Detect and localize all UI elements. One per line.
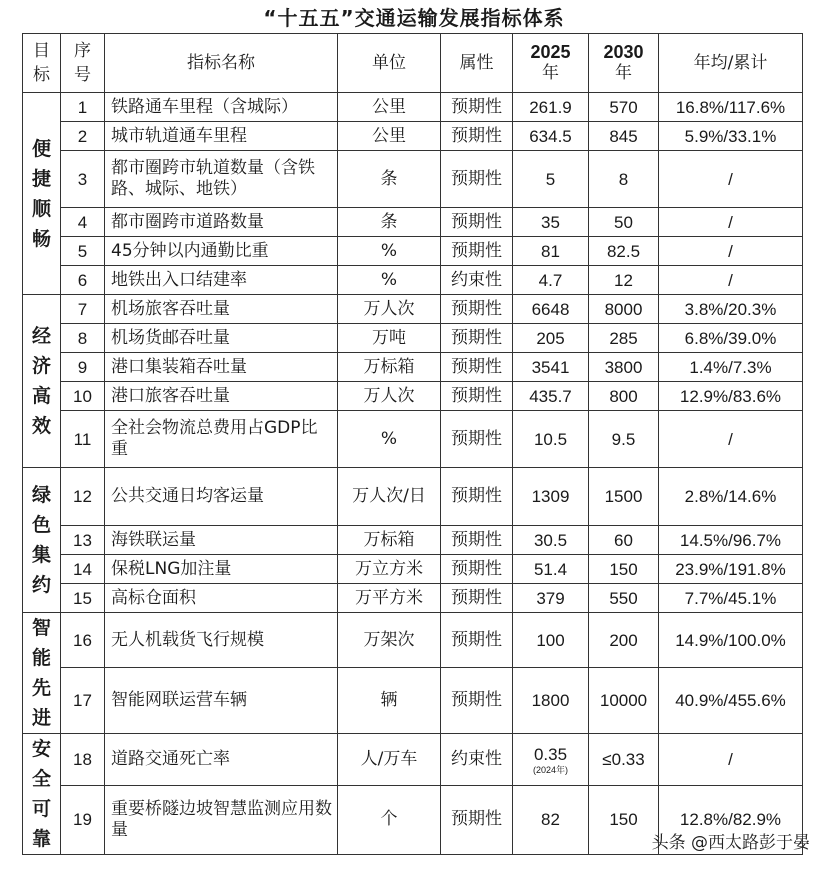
- attr-cell: 预期性: [441, 295, 513, 324]
- category-cell: 安全可靠: [23, 734, 61, 855]
- seq-cell: 7: [61, 295, 105, 324]
- name-cell: 都市圈跨市道路数量: [105, 208, 338, 237]
- attr-cell: 预期性: [441, 613, 513, 668]
- table-row: [23, 93, 803, 122]
- value-2030-cell: 285: [589, 324, 659, 353]
- table-row: [23, 122, 803, 151]
- seq-cell: 13: [61, 526, 105, 555]
- category-cell: 便捷顺畅: [23, 93, 61, 295]
- unit-cell: 公里: [338, 93, 441, 122]
- unit-cell: 个: [338, 785, 441, 854]
- value-2030-cell: 9.5: [589, 411, 659, 468]
- table-row: [23, 555, 803, 584]
- seq-cell: 15: [61, 584, 105, 613]
- value-2030-cell: 800: [589, 382, 659, 411]
- table-row: [23, 266, 803, 295]
- name-cell: 全社会物流总费用占GDP比重: [105, 411, 338, 468]
- table-row: [23, 295, 803, 324]
- seq-cell: 5: [61, 237, 105, 266]
- table-row: [23, 613, 803, 668]
- value-2025-cell: 100: [513, 613, 589, 668]
- value-2025-cell: 51.4: [513, 555, 589, 584]
- value-2025-cell: 35: [513, 208, 589, 237]
- seq-cell: 16: [61, 613, 105, 668]
- attr-cell: 预期性: [441, 382, 513, 411]
- seq-cell: 4: [61, 208, 105, 237]
- growth-cell: /: [659, 208, 803, 237]
- unit-cell: 人/万车: [338, 734, 441, 786]
- attr-cell: 预期性: [441, 237, 513, 266]
- growth-cell: /: [659, 151, 803, 208]
- value-2025-cell: 379: [513, 584, 589, 613]
- value-2030-cell: 3800: [589, 353, 659, 382]
- name-cell: 机场旅客吞吐量: [105, 295, 338, 324]
- seq-cell: 18: [61, 734, 105, 786]
- value-2030-cell: 200: [589, 613, 659, 668]
- unit-cell: 条: [338, 151, 441, 208]
- page-title: “十五五”交通运输发展指标体系: [263, 6, 565, 30]
- table-row: [23, 237, 803, 266]
- attr-cell: 预期性: [441, 468, 513, 526]
- unit-cell: 辆: [338, 668, 441, 734]
- name-cell: 城市轨道通车里程: [105, 122, 338, 151]
- seq-cell: 1: [61, 93, 105, 122]
- header-name: 指标名称: [105, 34, 338, 93]
- seq-cell: 14: [61, 555, 105, 584]
- name-cell: 铁路通车里程（含城际）: [105, 93, 338, 122]
- growth-cell: /: [659, 237, 803, 266]
- unit-cell: 万标箱: [338, 353, 441, 382]
- unit-cell: 万人次: [338, 382, 441, 411]
- value-2025-cell: 435.7: [513, 382, 589, 411]
- attr-cell: 预期性: [441, 411, 513, 468]
- attr-cell: 预期性: [441, 526, 513, 555]
- growth-cell: 6.8%/39.0%: [659, 324, 803, 353]
- header-attr: 属性: [441, 34, 513, 93]
- attr-cell: 约束性: [441, 734, 513, 786]
- value-2025-cell: 5: [513, 151, 589, 208]
- name-cell: 45分钟以内通勤比重: [105, 237, 338, 266]
- name-cell: 智能网联运营车辆: [105, 668, 338, 734]
- value-2025-note: (2024年): [532, 764, 569, 775]
- unit-cell: %: [338, 237, 441, 266]
- table-row: [23, 382, 803, 411]
- growth-cell: /: [659, 734, 803, 786]
- growth-cell: 16.8%/117.6%: [659, 93, 803, 122]
- indicator-table: [22, 33, 803, 855]
- unit-cell: 万平方米: [338, 584, 441, 613]
- seq-cell: 12: [61, 468, 105, 526]
- attr-cell: 预期性: [441, 555, 513, 584]
- unit-cell: 万架次: [338, 613, 441, 668]
- table-row: [23, 208, 803, 237]
- value-2030-cell: 570: [589, 93, 659, 122]
- value-2025-cell: 261.9: [513, 93, 589, 122]
- growth-cell: /: [659, 266, 803, 295]
- value-2030-cell: ≤0.33: [589, 734, 659, 786]
- header-row: [23, 34, 803, 93]
- unit-cell: 万人次: [338, 295, 441, 324]
- attr-cell: 预期性: [441, 122, 513, 151]
- header-growth: 年均/累计: [659, 34, 803, 93]
- unit-cell: 万人次/日: [338, 468, 441, 526]
- unit-cell: 公里: [338, 122, 441, 151]
- growth-cell: 12.8%/82.9%: [659, 785, 803, 854]
- seq-cell: 3: [61, 151, 105, 208]
- name-cell: 港口集装箱吞吐量: [105, 353, 338, 382]
- growth-cell: 23.9%/191.8%: [659, 555, 803, 584]
- table-row: [23, 353, 803, 382]
- attr-cell: 约束性: [441, 266, 513, 295]
- attr-cell: 预期性: [441, 324, 513, 353]
- seq-cell: 6: [61, 266, 105, 295]
- value-2030-cell: 50: [589, 208, 659, 237]
- value-2025-cell: 1800: [513, 668, 589, 734]
- attr-cell: 预期性: [441, 584, 513, 613]
- seq-cell: 17: [61, 668, 105, 734]
- unit-cell: %: [338, 411, 441, 468]
- value-2025-cell: [513, 734, 589, 786]
- name-cell: 地铁出入口结建率: [105, 266, 338, 295]
- name-cell: 道路交通死亡率: [105, 734, 338, 786]
- growth-cell: 12.9%/83.6%: [659, 382, 803, 411]
- name-cell: 机场货邮吞吐量: [105, 324, 338, 353]
- value-2025-cell: 205: [513, 324, 589, 353]
- header-target: 目标: [23, 34, 61, 93]
- name-cell: 无人机载货飞行规模: [105, 613, 338, 668]
- table-row: [23, 584, 803, 613]
- value-2025-cell: 3541: [513, 353, 589, 382]
- seq-cell: 2: [61, 122, 105, 151]
- category-cell: 智能先进: [23, 613, 61, 734]
- attr-cell: 预期性: [441, 93, 513, 122]
- value-2030-cell: 550: [589, 584, 659, 613]
- header-2025: 2025 年: [513, 34, 589, 93]
- table-row: [23, 468, 803, 526]
- value-2025-cell: 81: [513, 237, 589, 266]
- growth-cell: 7.7%/45.1%: [659, 584, 803, 613]
- attr-cell: 预期性: [441, 785, 513, 854]
- header-seq: 序号: [61, 34, 105, 93]
- value-2030-cell: 150: [589, 555, 659, 584]
- value-2030-cell: 845: [589, 122, 659, 151]
- header-unit: 单位: [338, 34, 441, 93]
- growth-cell: 3.8%/20.3%: [659, 295, 803, 324]
- name-cell: 重要桥隧边坡智慧监测应用数量: [105, 785, 338, 854]
- category-cell: 绿色集约: [23, 468, 61, 613]
- table-row: [23, 668, 803, 734]
- value-2025-cell: 1309: [513, 468, 589, 526]
- unit-cell: 万立方米: [338, 555, 441, 584]
- unit-cell: 条: [338, 208, 441, 237]
- seq-cell: 19: [61, 785, 105, 854]
- attr-cell: 预期性: [441, 208, 513, 237]
- table-row: [23, 324, 803, 353]
- table-row: [23, 151, 803, 208]
- name-cell: 都市圈跨市轨道数量（含铁路、城际、地铁）: [105, 151, 338, 208]
- value-2025-cell: 6648: [513, 295, 589, 324]
- growth-cell: 40.9%/455.6%: [659, 668, 803, 734]
- value-2030-cell: 1500: [589, 468, 659, 526]
- attr-cell: 预期性: [441, 151, 513, 208]
- attr-cell: 预期性: [441, 668, 513, 734]
- value-2025-cell: 10.5: [513, 411, 589, 468]
- seq-cell: 11: [61, 411, 105, 468]
- value-2025-cell: 30.5: [513, 526, 589, 555]
- table-row: [23, 734, 803, 786]
- growth-cell: 1.4%/7.3%: [659, 353, 803, 382]
- seq-cell: 8: [61, 324, 105, 353]
- growth-cell: /: [659, 411, 803, 468]
- table-row: [23, 411, 803, 468]
- value-2030-cell: 82.5: [589, 237, 659, 266]
- value-2025-cell: 82: [513, 785, 589, 854]
- value-2030-cell: 12: [589, 266, 659, 295]
- name-cell: 高标仓面积: [105, 584, 338, 613]
- unit-cell: 万标箱: [338, 526, 441, 555]
- growth-cell: 14.9%/100.0%: [659, 613, 803, 668]
- attr-cell: 预期性: [441, 353, 513, 382]
- unit-cell: 万吨: [338, 324, 441, 353]
- value-2030-cell: 150: [589, 785, 659, 854]
- growth-cell: 5.9%/33.1%: [659, 122, 803, 151]
- name-cell: 公共交通日均客运量: [105, 468, 338, 526]
- name-cell: 港口旅客吞吐量: [105, 382, 338, 411]
- growth-cell: 14.5%/96.7%: [659, 526, 803, 555]
- value-2030-cell: 10000: [589, 668, 659, 734]
- value-2025-main: 0.35: [533, 744, 568, 764]
- name-cell: 保税LNG加注量: [105, 555, 338, 584]
- seq-cell: 9: [61, 353, 105, 382]
- value-2030-cell: 8000: [589, 295, 659, 324]
- unit-cell: %: [338, 266, 441, 295]
- watermark: 头条 @西太路彭于晏: [651, 833, 810, 853]
- value-2030-cell: 8: [589, 151, 659, 208]
- value-2025-cell: 634.5: [513, 122, 589, 151]
- growth-cell: 2.8%/14.6%: [659, 468, 803, 526]
- category-cell: 经济高效: [23, 295, 61, 468]
- value-2025-cell: 4.7: [513, 266, 589, 295]
- value-2030-cell: 60: [589, 526, 659, 555]
- table-row: [23, 526, 803, 555]
- seq-cell: 10: [61, 382, 105, 411]
- name-cell: 海铁联运量: [105, 526, 338, 555]
- header-2030: 2030 年: [589, 34, 659, 93]
